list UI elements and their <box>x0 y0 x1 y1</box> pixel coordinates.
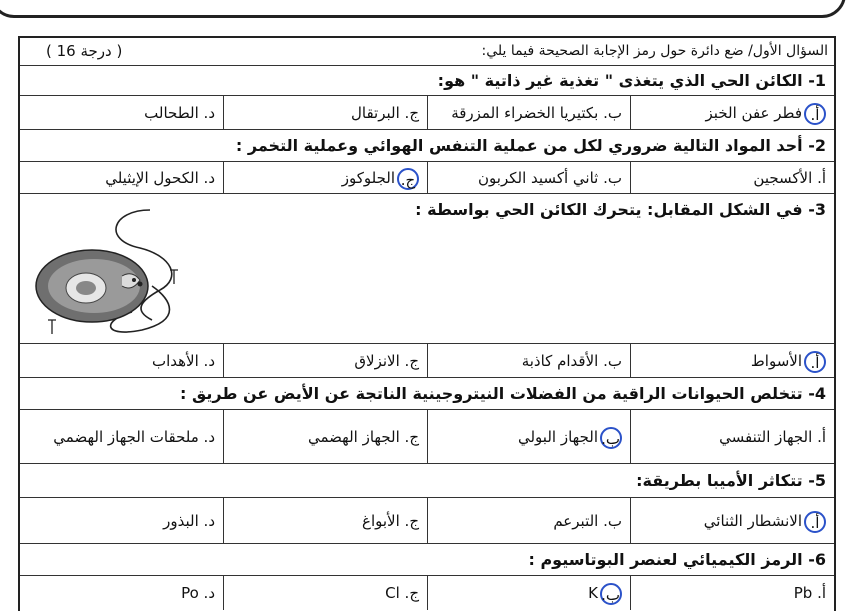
option-1b[interactable]: ب. بكتيريا الخضراء المزرقة <box>427 96 630 129</box>
option-6b[interactable]: ب.K <box>427 576 630 610</box>
exam-sheet <box>18 36 836 611</box>
question-header <box>20 38 834 66</box>
question-1: 1- الكائن الحي الذي يتغذى " تغذية غير ذاتية " هو: <box>20 66 834 96</box>
question-3: 3- في الشكل المقابل: يتحرك الكائن الحي بواسطة : <box>415 200 826 219</box>
option-5a[interactable]: أ.الانشطار الثنائي <box>630 498 834 543</box>
question-3-block <box>20 194 834 344</box>
question-6: 6- الرمز الكيميائي لعنصر البوتاسيوم : <box>20 544 834 576</box>
question-5: 5- تتكاثر الأميبا بطريقة: <box>20 464 834 498</box>
option-2c[interactable]: ج.الجلوكوز <box>223 162 427 193</box>
option-2a[interactable]: أ. الأكسجين <box>630 162 834 193</box>
options-row-1 <box>20 96 834 130</box>
option-3d[interactable]: د. الأهداب <box>151 352 215 370</box>
option-4a[interactable]: أ. الجهاز التنفسي <box>630 410 834 463</box>
grade-label: ( 16 درجة ) <box>46 42 123 60</box>
answer-circle: ب. <box>600 427 622 449</box>
top-frame <box>0 0 846 18</box>
euglena-figure <box>32 200 182 338</box>
option-5d[interactable]: د. البذور <box>163 512 215 530</box>
options-row-6 <box>20 576 834 610</box>
question-2: 2- أحد المواد التالية ضروري لكل من عملية التنفس الهوائي وعملية التخمر : <box>20 130 834 162</box>
option-4d[interactable]: د. ملحقات الجهاز الهضمي <box>53 428 215 446</box>
option-2b[interactable]: ب. ثاني أكسيد الكربون <box>427 162 630 193</box>
option-2d[interactable]: د. الكحول الإيثيلي <box>105 169 215 187</box>
options-row-3 <box>20 344 834 378</box>
answer-circle: ج. <box>397 168 419 190</box>
instruction-text: السؤال الأول/ ضع دائرة حول رمز الإجابة الصحيحة فيما يلي: <box>481 43 828 59</box>
option-5c[interactable]: ج. الأبواغ <box>223 498 427 543</box>
options-row-5 <box>20 498 834 544</box>
option-3a[interactable]: أ.الأسواط <box>630 344 834 377</box>
option-6d[interactable]: د. Po <box>181 584 215 602</box>
option-1d[interactable]: د. الطحالب <box>144 104 215 122</box>
option-3b[interactable]: ب. الأقدام كاذبة <box>427 344 630 377</box>
question-4: 4- تتخلص الحيوانات الراقية من الفضلات النيتروجينية الناتجة عن الأيض عن طريق : <box>20 378 834 410</box>
option-4c[interactable]: ج. الجهاز الهضمي <box>223 410 427 463</box>
options-row-2 <box>20 162 834 194</box>
option-4b[interactable]: ب.الجهاز البولي <box>427 410 630 463</box>
option-5b[interactable]: ب. التبرعم <box>427 498 630 543</box>
option-3c[interactable]: ج. الانزلاق <box>223 344 427 377</box>
option-1a[interactable]: أ.فطر عفن الخبز <box>630 96 834 129</box>
answer-circle: أ. <box>804 103 826 125</box>
option-1c[interactable]: ج. البرتقال <box>223 96 427 129</box>
options-row-4 <box>20 410 834 464</box>
answer-circle: أ. <box>804 511 826 533</box>
option-6a[interactable]: أ. Pb <box>630 576 834 610</box>
option-6c[interactable]: ج. Cl <box>223 576 427 610</box>
answer-circle: ب. <box>600 583 622 605</box>
answer-circle: أ. <box>804 351 826 373</box>
